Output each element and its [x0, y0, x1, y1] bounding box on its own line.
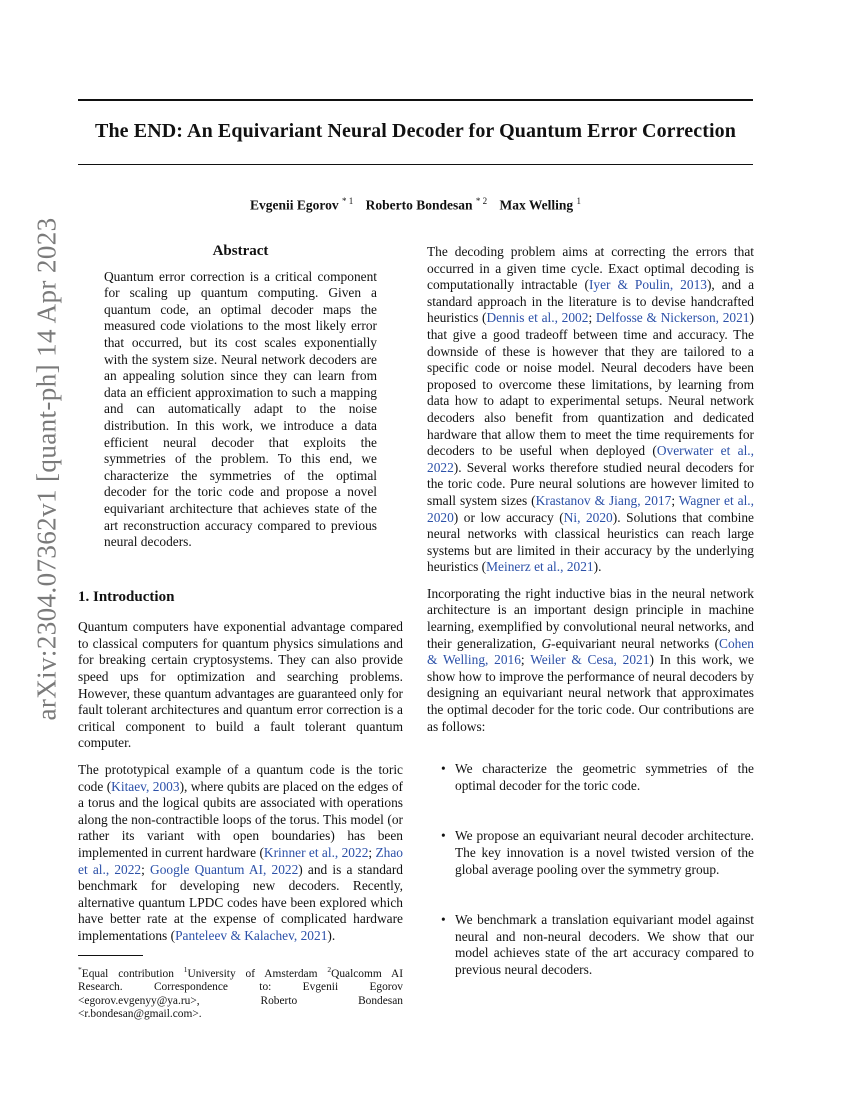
right-column	[427, 244, 754, 1013]
citation-link[interactable]: Overwater et al., 2022	[427, 443, 754, 475]
citation-link[interactable]: Wagner et al., 2020	[427, 492, 754, 525]
intro-paragraph-2: The prototypical example of a quantum code is the toric code (Kitaev, 2003), where qubits are placed on the edges of a torus and the logical qubits are associated with operations along the non-contractible loops of the torus. This model (or rather its variant with open boundaries) has been implemented in current hardware (Krinner et al., 2022; Zhao et al., 2022; Google Quantum AI, 2022) and is a standard benchmark for developing new decoders. Recently, alternative quantum LPDC codes have been explored which have better rate at the expense of complicated hardware implementations (Panteleev & Kalachev, 2021).	[78, 762, 403, 943]
author-name: Evgenii Egorov	[249, 197, 339, 213]
abstract-heading: Abstract	[212, 243, 269, 259]
citation-link[interactable]: Delfosse & Nickerson, 2021	[595, 310, 750, 326]
footnote-rule	[78, 955, 143, 956]
citation-link[interactable]: Meinerz et al., 2021	[486, 559, 594, 575]
bullet-icon: •	[441, 761, 446, 777]
list-item: • We propose an equivariant neural decoder architecture. The key innovation is a novel twisted version of the global average pooling over the symmetry group.	[441, 828, 754, 877]
citation-link[interactable]: Google Quantum AI, 2022	[150, 861, 299, 877]
citation-link[interactable]: Dennis et al., 2002	[486, 310, 589, 326]
citation-link[interactable]: Ni, 2020	[563, 509, 613, 525]
intro-paragraph-1: Quantum computers have exponential advantage compared to classical computers for quantum physics simulations and for breaking certain cryptosystems. They can also provide speed ups for optimization and searching problems. However, these quantum advantages are guaranteed only for fault tolerant architectures and quantum error correction is a critical component to build a fault tolerant quantum computer.	[78, 619, 403, 751]
author-name: Roberto Bondesan	[365, 197, 473, 213]
author-affiliation: * 1	[341, 196, 354, 206]
introduction-heading: 1. Introduction	[78, 588, 175, 605]
contributions-list	[427, 761, 754, 978]
decoding-paragraph: The decoding problem aims at correcting the errors that occurred in a given time cycle. Exact optimal decoding is computationally intractable (Iyer & Poulin, 2013), and a standard approach in the literature is to devise handcrafted heuristics (Dennis et al., 2002; Delfosse & Nickerson, 2021) that give a good tradeoff between time and accuracy. The downside of these is however that they are tailored to a specific code or noise model. Neural decoders have been proposed to overcome these limitations, by learning from data how to adapt to experimental setups. Neural network decoders also benefit from quantization and dedicated hardware that allow them to meet the time requirements for decoders to be useful when deployed (Overwater et al., 2022). Several works therefore studied neural decoders for the toric code. Pure neural solutions are however limited to small system sizes (Krastanov & Jiang, 2017; Wagner et al., 2020) or low accuracy (Ni, 2020). Solutions that combine neural networks with classical heuristics can reach large systems but are limited in their accuracy by the underlying heuristics (Meinerz et al., 2021).	[427, 244, 755, 575]
author-name: Max Welling	[499, 197, 574, 213]
citation-link[interactable]: Zhao et al., 2022	[78, 845, 403, 877]
author-list	[78, 196, 753, 214]
author-affiliation: * 2	[475, 196, 488, 206]
abstract-text: Quantum error correction is a critical component for scaling up quantum computing. Given a quantum code, an optimal decoder maps the measured code violations to the most likely error that occurred, but its cost scales exponentially with the system size. Neural network decoders are an appealing solution since they can learn from data an efficient approximation to such a mapping and can automatically adapt to the noise distribution. In this work, we introduce a data efficient neural decoder that exploits the symmetries of the problem. To this end, we characterize the symmetries of the optimal decoder for the toric code and propose a novel equivariant architecture that achieves state of the art reconstruction accuracy compared to previous neural decoders.	[104, 268, 377, 550]
left-column	[78, 243, 403, 1022]
citation-link[interactable]: Panteleev & Kalachev, 2021	[175, 927, 328, 943]
footnote: *Equal contribution $^1$University of Amsterdam $^2$Qualcomm AI Research. Correspondence to: Evgenii Egorov <egorov.evgenyy@ya.ru>, Roberto Bondesan <r.bondesan@gmail.com>.	[78, 964, 403, 1021]
group-symbol: G	[541, 635, 552, 651]
citation-link[interactable]: Krastanov & Jiang, 2017	[535, 492, 672, 508]
citation-link[interactable]: Krinner et al., 2022	[263, 845, 369, 860]
list-item: • We benchmark a translation equivariant model against neural and non-neural decoders. We show that our model achieves state of the art accuracy compared to previous neural decoders.	[441, 912, 754, 977]
title-bottom-rule	[78, 164, 753, 165]
list-item: • We characterize the geometric symmetries of the optimal decoder for the toric code.	[441, 761, 754, 793]
bullet-icon: •	[441, 912, 446, 928]
title-top-rule	[78, 99, 753, 101]
citation-link[interactable]: Iyer & Poulin, 2013	[588, 277, 707, 293]
arxiv-identifier: arXiv:2304.07362v1 [quant-ph] 14 Apr 2023	[31, 217, 62, 721]
citation-link[interactable]: Weiler & Cesa, 2021	[530, 652, 650, 668]
citation-link[interactable]: Kitaev, 2003	[111, 778, 180, 794]
paper-title: The END: An Equivariant Neural Decoder for Quantum Error Correction	[95, 120, 736, 142]
citation-link[interactable]: Cohen & Welling, 2016	[427, 635, 754, 668]
inductive-bias-paragraph: Incorporating the right inductive bias in the neural network architecture is an important design principle in machine learning, exemplified by convolutional neural networks, and their generalization, G-equivariant neural networks (Cohen & Welling, 2016; Weiler & Cesa, 2021) In this work, we show how to improve the performance of neural decoders by designing an equivariant neural network that approximates the optimal decoder for the toric code. Our contributions are as follows:	[427, 585, 754, 734]
author-affiliation: 1	[576, 196, 582, 206]
bullet-icon: •	[441, 828, 446, 844]
